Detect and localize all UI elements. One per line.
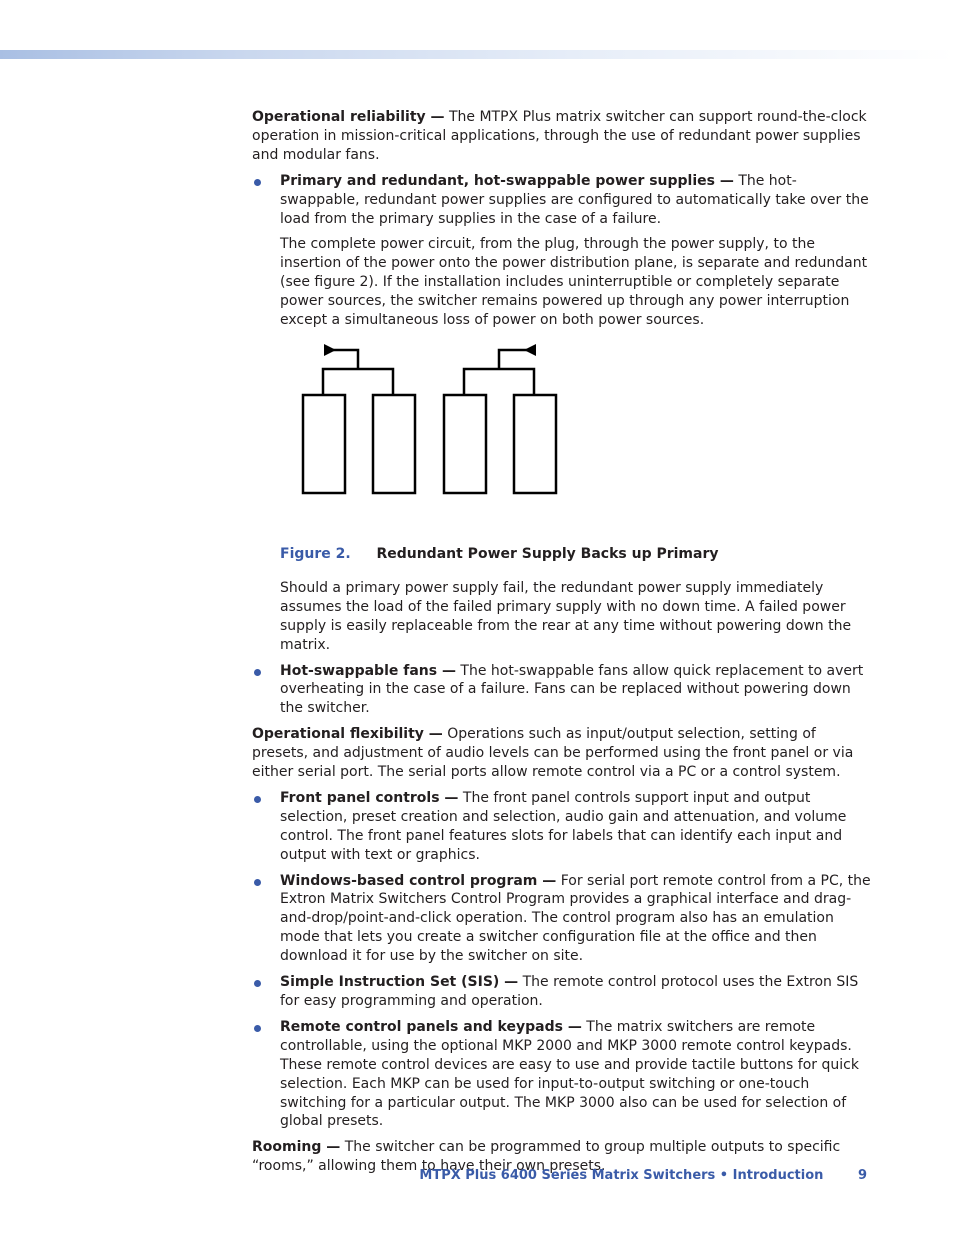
power-supply-diagram-svg: [280, 337, 580, 537]
windows-program-text: For serial port remote control from a PC, the Extron Matrix Switchers Control Program provides a graphical interface and drag-and-drop/point-and-click operation. The control program also has an emulation mode that lets you create a switcher configuration file at the office and then download it for use by the switcher on site.: [280, 872, 871, 965]
header-gradient-bar: [0, 50, 954, 59]
page-content: [252, 108, 874, 1183]
power-circuit-paragraph: The complete power circuit, from the plug, through the power supply, to the insertion of the power onto the power distribution plane, is separate and redundant (see figure 2). If the installation includes uninterruptible or completely separate power sources, the switcher remains powered up through any power interruption except a simultaneous loss of power on both power sources.: [280, 236, 868, 329]
rooming-heading: Rooming —: [252, 1139, 341, 1156]
bullet-hot-swappable-fans: [252, 662, 874, 719]
remote-panels-heading: Remote control panels and keypads —: [280, 1018, 582, 1035]
fans-heading: Hot-swappable fans —: [280, 662, 456, 679]
figure-caption: [252, 545, 874, 564]
bullet-power-supplies: [252, 172, 874, 229]
bullet-simple-instruction-set: [252, 973, 874, 1011]
operational-flexibility-heading: Operational flexibility —: [252, 726, 443, 743]
front-panel-heading: Front panel controls —: [280, 789, 459, 806]
power-supplies-text: The hot-swappable, redundant power supplies are configured to automatically take over the load from the primary supplies in the case of a failure.: [280, 172, 869, 227]
page-footer: [419, 1167, 867, 1186]
redundant-feed-line: [499, 350, 533, 369]
redundant-power-diagram: [280, 337, 874, 537]
power-supply-box-2: [373, 395, 415, 493]
bullet-front-panel-controls: [252, 789, 874, 865]
sis-text: The remote control protocol uses the Extron SIS for easy programming and operation.: [280, 974, 859, 1009]
power-supply-box-1: [303, 395, 345, 493]
primary-feed-arrow: [324, 344, 336, 356]
primary-branch-line: [323, 369, 393, 381]
rooming-text: The switcher can be programmed to group multiple outputs to specific “rooms,” allowing them to have their own presets.: [252, 1139, 841, 1175]
power-supplies-heading: Primary and redundant, hot-swappable power supplies —: [280, 172, 734, 189]
sis-heading: Simple Instruction Set (SIS) —: [280, 974, 519, 991]
figure-number: Figure 2.: [280, 545, 351, 562]
operational-flexibility-text: Operations such as input/output selection, setting of presets, and adjustment of audio levels can be performed using the front panel or via either serial port. The serial ports allow remote control via a PC or a control system.: [252, 726, 854, 781]
redundant-branch-line: [464, 369, 534, 381]
operational-flexibility-paragraph: [252, 725, 874, 782]
power-failure-paragraph: Should a primary power supply fail, the redundant power supply immediately assumes the load of the failed primary supply with no down time. A failed power supply is easily replaceable from the rear at any time without powering down the matrix.: [280, 579, 852, 653]
bullet-remote-control-panels: [252, 1018, 874, 1131]
footer-title: MTPX Plus 6400 Series Matrix Switchers • Introduction: [419, 1168, 824, 1183]
operational-reliability-text: The MTPX Plus matrix switcher can support round-the-clock operation in mission-critical applications, through the use of redundant power supplies and modular fans.: [252, 109, 867, 163]
operational-reliability-heading: Operational reliability —: [252, 109, 445, 125]
page-number: 9: [857, 1168, 867, 1183]
fans-text: The hot-swappable fans allow quick replacement to avert overheating in the case of a failure. Fans can be replaced without powering down the switcher.: [280, 662, 864, 717]
redundant-feed-arrow: [524, 344, 536, 356]
operational-reliability-paragraph: [252, 108, 874, 165]
figure-title: Redundant Power Supply Backs up Primary: [376, 545, 719, 562]
power-supply-box-4: [514, 395, 556, 493]
power-supply-box-3: [444, 395, 486, 493]
windows-program-heading: Windows-based control program —: [280, 872, 557, 889]
front-panel-text: The front panel controls support input and output selection, preset creation and selection, audio gain and attenuation, and volume control. The front panel features slots for labels that can identify each input and output with text or graphics.: [280, 789, 847, 863]
bullet-windows-control-program: [252, 872, 874, 967]
remote-panels-text: The matrix switchers are remote controllable, using the optional MKP 2000 and MKP 3000 remote control keypads. These remote control devices are easy to use and provide tactile buttons for quick selection. Each MKP can be used for input-to-output switching or one-touch switching for a particular output. The MKP 3000 also can be used for selection of global presets.: [280, 1018, 859, 1130]
